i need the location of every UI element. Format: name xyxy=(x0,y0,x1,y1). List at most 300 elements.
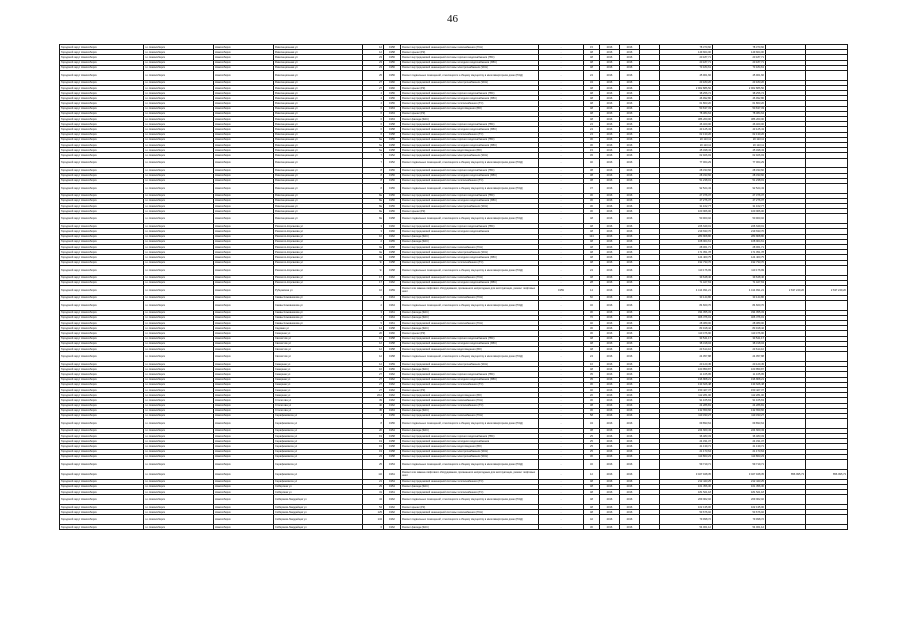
house-number-cell: 23 xyxy=(363,65,384,70)
street-cell: Серафимовича ул xyxy=(274,428,363,433)
settlement-cell: Новосибирск xyxy=(214,321,274,326)
end-year-cell: 2016 xyxy=(620,204,640,209)
district-cell: г.о. Новосибирск xyxy=(144,495,214,505)
end-year-cell: 2016 xyxy=(620,214,640,224)
house-number-cell: 16 xyxy=(363,367,384,372)
work-type-cell: Ремонт внутридомовой инженерной системы электроснабжения (ЭСН) xyxy=(401,250,539,255)
street-cell: Революционная ул xyxy=(274,45,363,50)
house-number-cell: 8 xyxy=(363,168,384,173)
units-cell: 37 xyxy=(584,183,600,193)
start-year-cell: 2016 xyxy=(600,510,620,515)
units-cell: 48 xyxy=(584,495,600,505)
work-type-cell: Ремонт подвальных помещений, относящихся к общему имуществу в многоквартирном доме (ПОД) xyxy=(401,515,539,525)
end-year-cell: 2016 xyxy=(620,198,640,203)
municipality-cell: Городской округ Новосибирск xyxy=(60,310,144,315)
lift-year-cell: - xyxy=(539,326,584,331)
house-number-cell: 19 xyxy=(363,439,384,444)
street-cell: Революционная ул xyxy=(274,198,363,203)
cost-cell: 219 633,70 xyxy=(660,229,713,234)
street-cell: Северная ул xyxy=(274,393,363,398)
units-cell: 48 xyxy=(584,336,600,341)
lift-total-cell: 856 995,73 xyxy=(806,469,848,479)
lift-year-cell: - xyxy=(539,367,584,372)
cost-total-cell: 77 064,29 xyxy=(713,158,766,168)
start-year-cell: 2016 xyxy=(600,148,620,153)
municipality-cell: Городской округ Новосибирск xyxy=(60,265,144,275)
units-cell: 24 xyxy=(584,132,600,137)
end-year-cell: 2016 xyxy=(620,315,640,320)
lift-cost-cell: 2 637 249,20 xyxy=(766,285,806,295)
cost-cell: 124 400,75 xyxy=(660,255,713,260)
units-cell: 48 xyxy=(584,245,600,250)
cost-cell: 31 162,77 xyxy=(660,204,713,209)
end-year-cell: 2016 xyxy=(620,403,640,408)
units-cell: 15 xyxy=(584,148,600,153)
cost-cell: 20 187,71 xyxy=(660,60,713,65)
lift-year-cell: - xyxy=(539,449,584,454)
units-cell: 48 xyxy=(584,85,600,90)
end-year-cell: 2016 xyxy=(620,449,640,454)
end-year-cell: 2016 xyxy=(620,525,640,530)
house-number-cell: 14 xyxy=(363,326,384,331)
house-number-cell: 3 xyxy=(363,310,384,315)
cost-total-cell: 3 027 948,35 xyxy=(713,469,766,479)
work-type-cell: Ремонт внутридомовой инженерной системы теплоснабжения (ТС) xyxy=(401,260,539,265)
district-cell: г.о. Новосибирск xyxy=(144,403,214,408)
cost-total-cell: 110 333,27 xyxy=(713,413,766,418)
district-cell: г.о. Новосибирск xyxy=(144,148,214,153)
street-cell: Революционная ул xyxy=(274,204,363,209)
units-cell: 25 xyxy=(584,439,600,444)
cost-total-cell: 33 541,17 xyxy=(713,336,766,341)
lift-year-cell: - xyxy=(539,300,584,310)
end-year-cell: 2016 xyxy=(620,239,640,244)
street-cell: Римского-Корсакова ул xyxy=(274,255,363,260)
district-cell: г.о. Новосибирск xyxy=(144,173,214,178)
start-year-cell: 2016 xyxy=(600,250,620,255)
units-cell: 40 xyxy=(584,387,600,392)
district-cell: г.о. Новосибирск xyxy=(144,341,214,346)
work-type-cell: Ремонт внутридомовой инженерной системы горячего водоснабжения (ГВС) xyxy=(401,372,539,377)
municipality-cell: Городской округ Новосибирск xyxy=(60,45,144,50)
cost-total-cell: 46 400,00 xyxy=(713,122,766,127)
table-row xyxy=(60,265,848,275)
start-year-cell: 2016 xyxy=(600,153,620,158)
units-cell: 124 xyxy=(584,234,600,239)
lift-year-cell: - xyxy=(539,454,584,459)
units-cell: 48 xyxy=(584,224,600,229)
settlement-cell: Новосибирск xyxy=(214,315,274,320)
lift-year-cell: - xyxy=(539,250,584,255)
street-cell: Римского-Корсакова ул xyxy=(274,275,363,280)
end-year-cell: 2016 xyxy=(620,367,640,372)
table-row xyxy=(60,300,848,310)
house-number-cell: 25 xyxy=(363,70,384,80)
year-built-cell: 1958 xyxy=(384,214,401,224)
work-type-cell: Ремонт внутридомовой инженерной системы электроснабжения (ЭСН) xyxy=(401,449,539,454)
settlement-cell: Новосибирск xyxy=(214,122,274,127)
blank-cell xyxy=(640,352,660,362)
lift-cost-cell xyxy=(766,183,806,193)
district-cell: г.о. Новосибирск xyxy=(144,234,214,239)
settlement-cell: Новосибирск xyxy=(214,70,274,80)
municipality-cell: Городской округ Новосибирск xyxy=(60,60,144,65)
cost-total-cell: 406 376,01 xyxy=(713,315,766,320)
year-built-cell: 1958 xyxy=(384,127,401,132)
district-cell: г.о. Новосибирск xyxy=(144,229,214,234)
municipality-cell: Городской округ Новосибирск xyxy=(60,352,144,362)
work-type-cell: Ремонт внутридомовой инженерной системы горячего водоснабжения (ГВС) xyxy=(401,434,539,439)
year-built-cell: 1959 xyxy=(384,362,401,367)
house-number-cell: 19 xyxy=(363,449,384,454)
cost-cell: 192 733,70 xyxy=(660,260,713,265)
settlement-cell: Новосибирск xyxy=(214,367,274,372)
work-type-cell: Ремонт внутридомовой инженерной системы водоотведения (ВО) xyxy=(401,106,539,111)
settlement-cell: Новосибирск xyxy=(214,387,274,392)
municipality-cell: Городской округ Новосибирск xyxy=(60,326,144,331)
district-cell: г.о. Новосибирск xyxy=(144,50,214,55)
year-built-cell: 1958 xyxy=(384,352,401,362)
end-year-cell: 2016 xyxy=(620,153,640,158)
year-built-cell: 1958 xyxy=(384,449,401,454)
street-cell: Серафимовича ул xyxy=(274,413,363,418)
house-number-cell: 45 xyxy=(363,408,384,413)
cost-cell: 133 626,48 xyxy=(660,382,713,387)
settlement-cell: Новосибирск xyxy=(214,178,274,183)
district-cell: г.о. Новосибирск xyxy=(144,60,214,65)
cost-cell: 78 370,60 xyxy=(660,45,713,50)
lift-cost-cell xyxy=(766,300,806,310)
street-cell: Серафимовича ул xyxy=(274,454,363,459)
year-built-cell: 1958 xyxy=(384,434,401,439)
lift-year-cell: - xyxy=(539,158,584,168)
work-type-cell: Ремонт фасада (ФАС) xyxy=(401,234,539,239)
start-year-cell: 2016 xyxy=(600,55,620,60)
cost-cell: 226 649,01 xyxy=(660,224,713,229)
district-cell: г.о. Новосибирск xyxy=(144,168,214,173)
house-number-cell: 134 xyxy=(363,515,384,525)
blank-cell xyxy=(640,158,660,168)
cost-cell: 28 389,00 xyxy=(660,321,713,326)
street-cell: Римского-Корсакова ул xyxy=(274,250,363,255)
units-cell: 30 xyxy=(584,525,600,530)
street-cell: Революционная ул xyxy=(274,101,363,106)
cost-total-cell: 4 414 991,21 xyxy=(713,285,766,295)
district-cell: г.о. Новосибирск xyxy=(144,504,214,509)
end-year-cell: 2016 xyxy=(620,224,640,229)
lift-cost-cell xyxy=(766,70,806,80)
street-cell: Революционная ул xyxy=(274,127,363,132)
units-cell: 48 xyxy=(584,229,600,234)
work-type-cell: Ремонт подвальных помещений, относящихся к общему имуществу в многоквартирном доме (ПОД) xyxy=(401,495,539,505)
year-built-cell: 1956 xyxy=(384,209,401,214)
cost-cell: 334 055,33 xyxy=(660,310,713,315)
cost-cell: 84 660,70 xyxy=(660,300,713,310)
house-number-cell: 6 xyxy=(363,106,384,111)
street-cell: Революционная ул xyxy=(274,142,363,147)
lift-year-cell: - xyxy=(539,50,584,55)
house-number-cell: 8 xyxy=(363,183,384,193)
year-built-cell: 1956 xyxy=(384,367,401,372)
cost-total-cell: 102 135,00 xyxy=(713,504,766,509)
cost-cell: 77 064,29 xyxy=(660,158,713,168)
units-cell: 24 xyxy=(584,122,600,127)
house-number-cell: 23 xyxy=(363,60,384,65)
cost-cell: 149 824,00 xyxy=(660,50,713,55)
cost-total-cell: 181 521,18 xyxy=(713,489,766,494)
table-row xyxy=(60,183,848,193)
end-year-cell: 2016 xyxy=(620,434,640,439)
house-number-cell: 17 xyxy=(363,280,384,285)
blank-cell xyxy=(640,525,660,530)
end-year-cell: 2016 xyxy=(620,382,640,387)
municipality-cell: Городской округ Новосибирск xyxy=(60,341,144,346)
lift-year-cell: - xyxy=(539,245,584,250)
lift-year-cell: - xyxy=(539,504,584,509)
work-type-cell: Ремонт фасада (ФАС) xyxy=(401,367,539,372)
cost-total-cell: 110 476,90 xyxy=(713,331,766,336)
units-cell: 32 xyxy=(584,300,600,310)
municipality-cell: Городской округ Новосибирск xyxy=(60,111,144,116)
street-cell: Саввы Кожевникова ул xyxy=(274,310,363,315)
units-cell: 48 xyxy=(584,111,600,116)
year-built-cell: 1956 xyxy=(384,168,401,173)
street-cell: Сибиряков-Гвардейцев ул xyxy=(274,515,363,525)
end-year-cell: 2016 xyxy=(620,234,640,239)
district-cell: г.о. Новосибирск xyxy=(144,178,214,183)
cost-total-cell: 51 238,01 xyxy=(713,178,766,183)
street-cell: Связистов ул xyxy=(274,341,363,346)
settlement-cell: Новосибирск xyxy=(214,111,274,116)
settlement-cell: Новосибирск xyxy=(214,183,274,193)
settlement-cell: Новосибирск xyxy=(214,260,274,265)
lift-year-cell: - xyxy=(539,96,584,101)
lift-year-cell: - xyxy=(539,142,584,147)
units-cell: 48 xyxy=(584,117,600,122)
lift-year-cell: - xyxy=(539,255,584,260)
work-type-cell: Ремонт крыши (РК) xyxy=(401,387,539,392)
cost-cell: 100 966,00 xyxy=(660,209,713,214)
municipality-cell: Городской округ Новосибирск xyxy=(60,65,144,70)
start-year-cell: 2016 xyxy=(600,393,620,398)
end-year-cell: 2016 xyxy=(620,183,640,193)
start-year-cell: 2016 xyxy=(600,408,620,413)
district-cell: г.о. Новосибирск xyxy=(144,398,214,403)
end-year-cell: 2016 xyxy=(620,413,640,418)
start-year-cell: 2016 xyxy=(600,459,620,469)
end-year-cell: 2016 xyxy=(620,444,640,449)
year-built-cell: 1960 xyxy=(384,331,401,336)
settlement-cell: Новосибирск xyxy=(214,484,274,489)
work-type-cell: Ремонт внутридомовой инженерной системы холодного водоснабжения (ХВС) xyxy=(401,127,539,132)
year-built-cell: 1960 xyxy=(384,85,401,90)
start-year-cell: 2016 xyxy=(600,336,620,341)
lift-year-cell: - xyxy=(539,234,584,239)
start-year-cell: 2016 xyxy=(600,214,620,224)
district-cell: г.о. Новосибирск xyxy=(144,510,214,515)
house-number-cell: 8в xyxy=(363,214,384,224)
cost-cell: 51 238,01 xyxy=(660,178,713,183)
units-cell: 70 xyxy=(584,315,600,320)
start-year-cell: 2016 xyxy=(600,127,620,132)
year-built-cell: 1963 xyxy=(384,106,401,111)
settlement-cell: Новосибирск xyxy=(214,65,274,70)
cost-cell: 27 376,37 xyxy=(660,193,713,198)
work-type-cell: Ремонт внутридомовой инженерной системы холодного водоснабжения xyxy=(401,229,539,234)
house-number-cell: 4 xyxy=(363,315,384,320)
municipality-cell: Городской округ Новосибирск xyxy=(60,439,144,444)
start-year-cell: 2016 xyxy=(600,91,620,96)
cost-total-cell: 39 648,40 xyxy=(713,275,766,280)
municipality-cell: Городской округ Новосибирск xyxy=(60,80,144,85)
municipality-cell: Городской округ Новосибирск xyxy=(60,510,144,515)
house-number-cell: 12 xyxy=(363,341,384,346)
settlement-cell: Новосибирск xyxy=(214,352,274,362)
start-year-cell: 2016 xyxy=(600,515,620,525)
settlement-cell: Новосибирск xyxy=(214,168,274,173)
municipality-cell: Городской округ Новосибирск xyxy=(60,117,144,122)
units-cell: 25 xyxy=(584,449,600,454)
settlement-cell: Новосибирск xyxy=(214,117,274,122)
work-type-cell: Ремонт внутридомовой инженерной системы теплоснабжения (ТС) xyxy=(401,132,539,137)
year-built-cell: 1956 xyxy=(384,55,401,60)
cost-total-cell: 112 281,00 xyxy=(713,393,766,398)
year-built-cell: 1956 xyxy=(384,70,401,80)
cost-cell: 20 113,11 xyxy=(660,137,713,142)
cost-total-cell: 45 498,43 xyxy=(713,148,766,153)
house-number-cell: 12 xyxy=(363,50,384,55)
street-cell: Революционная ул xyxy=(274,50,363,55)
lift-year-cell: - xyxy=(539,525,584,530)
start-year-cell: 2016 xyxy=(600,60,620,65)
street-cell: Революционная ул xyxy=(274,168,363,173)
cost-cell: 4 414 991,21 xyxy=(660,285,713,295)
start-year-cell: 2016 xyxy=(600,387,620,392)
cost-cell: 43 125,43 xyxy=(660,127,713,132)
settlement-cell: Новосибирск xyxy=(214,85,274,90)
cost-total-cell: 20 120,45 xyxy=(713,362,766,367)
cost-total-cell: 33 144,80 xyxy=(713,295,766,300)
district-cell: г.о. Новосибирск xyxy=(144,367,214,372)
settlement-cell: Новосибирск xyxy=(214,310,274,315)
work-type-cell: Ремонт подвальных помещений, относящихся к общему имуществу в многоквартирном доме (ПОД) xyxy=(401,300,539,310)
street-cell: Серафимовича ул xyxy=(274,439,363,444)
start-year-cell: 2016 xyxy=(600,479,620,484)
cost-cell: 79 998,72 xyxy=(660,515,713,525)
lift-year-cell: - xyxy=(539,331,584,336)
start-year-cell: 2016 xyxy=(600,428,620,433)
lift-year-cell: - xyxy=(539,148,584,153)
end-year-cell: 2016 xyxy=(620,295,640,300)
end-year-cell: 2016 xyxy=(620,50,640,55)
cost-cell: 33 144,80 xyxy=(660,295,713,300)
units-cell: 48 xyxy=(584,101,600,106)
year-built-cell: 1956 xyxy=(384,193,401,198)
settlement-cell: Новосибирск xyxy=(214,91,274,96)
cost-total-cell: 50 637,33 xyxy=(713,106,766,111)
municipality-cell: Городской округ Новосибирск xyxy=(60,403,144,408)
year-built-cell: 1958 xyxy=(384,439,401,444)
lift-cost-cell xyxy=(766,525,806,530)
house-number-cell: 9г xyxy=(363,260,384,265)
year-built-cell: 1956 xyxy=(384,183,401,193)
units-cell: 48 xyxy=(584,65,600,70)
end-year-cell: 2016 xyxy=(620,469,640,479)
lift-cost-cell: 856 995,73 xyxy=(766,469,806,479)
cost-total-cell: 386 260,00 xyxy=(713,117,766,122)
settlement-cell: Новосибирск xyxy=(214,209,274,214)
house-number-cell: 6 xyxy=(363,132,384,137)
start-year-cell: 2016 xyxy=(600,260,620,265)
house-number-cell: 34 xyxy=(363,495,384,505)
lift-year-cell: - xyxy=(539,224,584,229)
end-year-cell: 2016 xyxy=(620,229,640,234)
municipality-cell: Городской округ Новосибирск xyxy=(60,321,144,326)
end-year-cell: 2016 xyxy=(620,439,640,444)
municipality-cell: Городской округ Новосибирск xyxy=(60,413,144,418)
work-type-cell: Ремонт фасада (ФАС) xyxy=(401,315,539,320)
district-cell: г.о. Новосибирск xyxy=(144,439,214,444)
lift-total-cell xyxy=(806,525,848,530)
table-row xyxy=(60,285,848,295)
district-cell: г.о. Новосибирск xyxy=(144,377,214,382)
cost-total-cell: 24 057,88 xyxy=(713,352,766,362)
district-cell: г.о. Новосибирск xyxy=(144,331,214,336)
settlement-cell: Новосибирск xyxy=(214,80,274,85)
cost-total-cell: 62 130,20 xyxy=(713,132,766,137)
units-cell: 48 xyxy=(584,504,600,509)
end-year-cell: 2016 xyxy=(620,326,640,331)
municipality-cell: Городской округ Новосибирск xyxy=(60,331,144,336)
municipality-cell: Городской округ Новосибирск xyxy=(60,239,144,244)
lift-cost-cell xyxy=(766,214,806,224)
units-cell: 40 xyxy=(584,158,600,168)
street-cell: Революционная ул xyxy=(274,122,363,127)
street-cell: Серафимовича ул xyxy=(274,419,363,429)
work-type-cell: Ремонт подвальных помещений, относящихся к общему имуществу в многоквартирном доме (ПОД) xyxy=(401,183,539,193)
house-number-cell: 12 xyxy=(363,352,384,362)
street-cell: Столетова ул xyxy=(274,403,363,408)
work-type-cell: Ремонт внутридомовой инженерной системы холодного водоснабжения (ХВС) xyxy=(401,173,539,178)
units-cell: 20 xyxy=(584,393,600,398)
settlement-cell: Новосибирск xyxy=(214,454,274,459)
house-number-cell: 39 xyxy=(363,398,384,403)
street-cell: Римского-Корсакова ул xyxy=(274,234,363,239)
blank-cell xyxy=(640,70,660,80)
cost-cell: 36 483,33 xyxy=(660,434,713,439)
year-built-cell: 1958 xyxy=(384,250,401,255)
district-cell: г.о. Новосибирск xyxy=(144,484,214,489)
cost-cell: 21 173,64 xyxy=(660,449,713,454)
lift-year-cell: - xyxy=(539,280,584,285)
lift-year-cell: - xyxy=(539,106,584,111)
units-cell: 30 xyxy=(584,326,600,331)
work-type-cell: Ремонт фасада (ФАС) xyxy=(401,408,539,413)
start-year-cell: 2016 xyxy=(600,367,620,372)
lift-year-cell: - xyxy=(539,265,584,275)
lift-year-cell: - xyxy=(539,132,584,137)
cost-cell: 212 443,25 xyxy=(660,479,713,484)
cost-total-cell: 24 331,37 xyxy=(713,439,766,444)
lift-cost-cell xyxy=(766,265,806,275)
blank-cell xyxy=(640,469,660,479)
municipality-cell: Городской округ Новосибирск xyxy=(60,362,144,367)
cost-cell: 41 139,71 xyxy=(660,444,713,449)
cost-total-cell: 36 483,33 xyxy=(713,434,766,439)
table-body xyxy=(60,45,848,530)
units-cell: 30 xyxy=(584,310,600,315)
year-built-cell: 1961 xyxy=(384,310,401,315)
